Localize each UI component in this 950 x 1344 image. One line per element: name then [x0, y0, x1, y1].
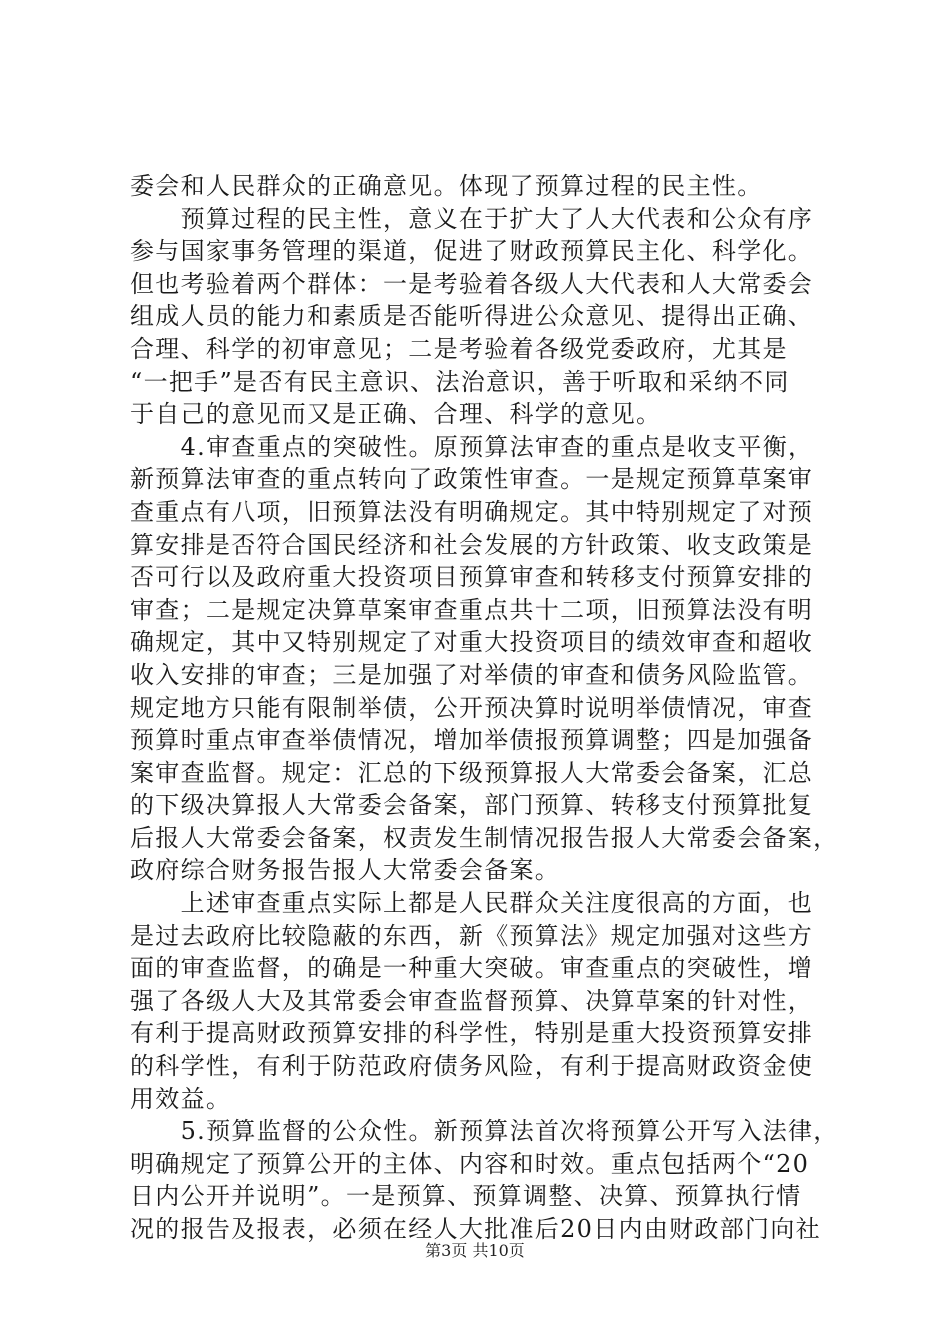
- text-line: 有利于提高财政预算安排的科学性，特别是重大投资预算安排: [130, 1019, 814, 1048]
- text-line: “一把手”是否有民主意识、法治意识，善于听取和采纳不同: [130, 367, 790, 396]
- text-line: 否可行以及政府重大投资项目预算审查和转移支付预算安排的: [130, 563, 814, 592]
- text-line: 强了各级人大及其常委会审查监督预算、决算草案的针对性，: [130, 986, 814, 1015]
- text-line: 明确规定了预算公开的主体、内容和时效。重点包括两个“20: [130, 1149, 810, 1178]
- text-line: 的科学性，有利于防范政府债务风险，有利于提高财政资金使: [130, 1052, 814, 1081]
- text-line: 用效益。: [130, 1084, 232, 1113]
- text-line: 确规定，其中又特别规定了对重大投资项目的绩效审查和超收: [130, 628, 814, 657]
- text-line: 的下级决算报人大常委会备案，部门预算、转移支付预算批复: [130, 791, 814, 820]
- text-line: 日内公开并说明”。一是预算、预算调整、决算、预算执行情: [130, 1182, 802, 1211]
- text-line: 预算时重点审查举债情况，增加举债报预算调整；四是加强备: [130, 726, 814, 755]
- text-line: 新预算法审查的重点转向了政策性审查。一是规定预算草案审: [130, 465, 814, 494]
- text-line: 规定地方只能有限制举债，公开预决算时说明举债情况，审查: [130, 693, 814, 722]
- text-line: 参与国家事务管理的渠道，促进了财政预算民主化、科学化。: [130, 237, 814, 266]
- text-line: 政府综合财务报告报人大常委会备案。: [130, 856, 561, 885]
- page-footer: 第3页 共10页: [425, 1241, 525, 1260]
- text-line: 是过去政府比较隐蔽的东西，新《预算法》规定加强对这些方: [130, 921, 814, 950]
- document-body: [130, 170, 839, 1246]
- text-line: 5.预算监督的公众性。新预算法首次将预算公开写入法律，: [130, 1117, 839, 1146]
- text-line: 预算过程的民主性，意义在于扩大了人大代表和公众有序: [130, 204, 814, 233]
- text-line: 案审查监督。规定：汇总的下级预算报人大常委会备案，汇总: [130, 758, 814, 787]
- text-line: 组成人员的能力和素质是否能听得进公众意见、提得出正确、: [130, 302, 814, 331]
- text-line: 上述审查重点实际上都是人民群众关注度很高的方面，也: [130, 889, 814, 918]
- text-line: 面的审查监督，的确是一种重大突破。审查重点的突破性，增: [130, 954, 814, 983]
- text-line: 委会和人民群众的正确意见。体现了预算过程的民主性。: [130, 172, 763, 200]
- text-line: 查重点有八项，旧预算法没有明确规定。其中特别规定了对预: [130, 497, 814, 526]
- text-line: 4.审查重点的突破性。原预算法审查的重点是收支平衡，: [130, 432, 814, 461]
- text-line: 况的报告及报表，必须在经人大批准后20日内由财政部门向社: [130, 1215, 821, 1243]
- text-line: 但也考验着两个群体：一是考验着各级人大代表和人大常委会: [130, 269, 814, 298]
- text-line: 后报人大常委会备案，权责发生制情况报告报人大常委会备案，: [130, 823, 839, 852]
- text-line: 收入安排的审查；三是加强了对举债的审查和债务风险监管。: [130, 660, 814, 689]
- text-line: 审查；二是规定决算草案审查重点共十二项，旧预算法没有明: [130, 595, 814, 624]
- text-line: 合理、科学的初审意见；二是考验着各级党委政府，尤其是: [130, 334, 788, 363]
- text-line: 于自己的意见而又是正确、合理、科学的意见。: [130, 400, 662, 429]
- text-line: 算安排是否符合国民经济和社会发展的方针政策、收支政策是: [130, 530, 814, 559]
